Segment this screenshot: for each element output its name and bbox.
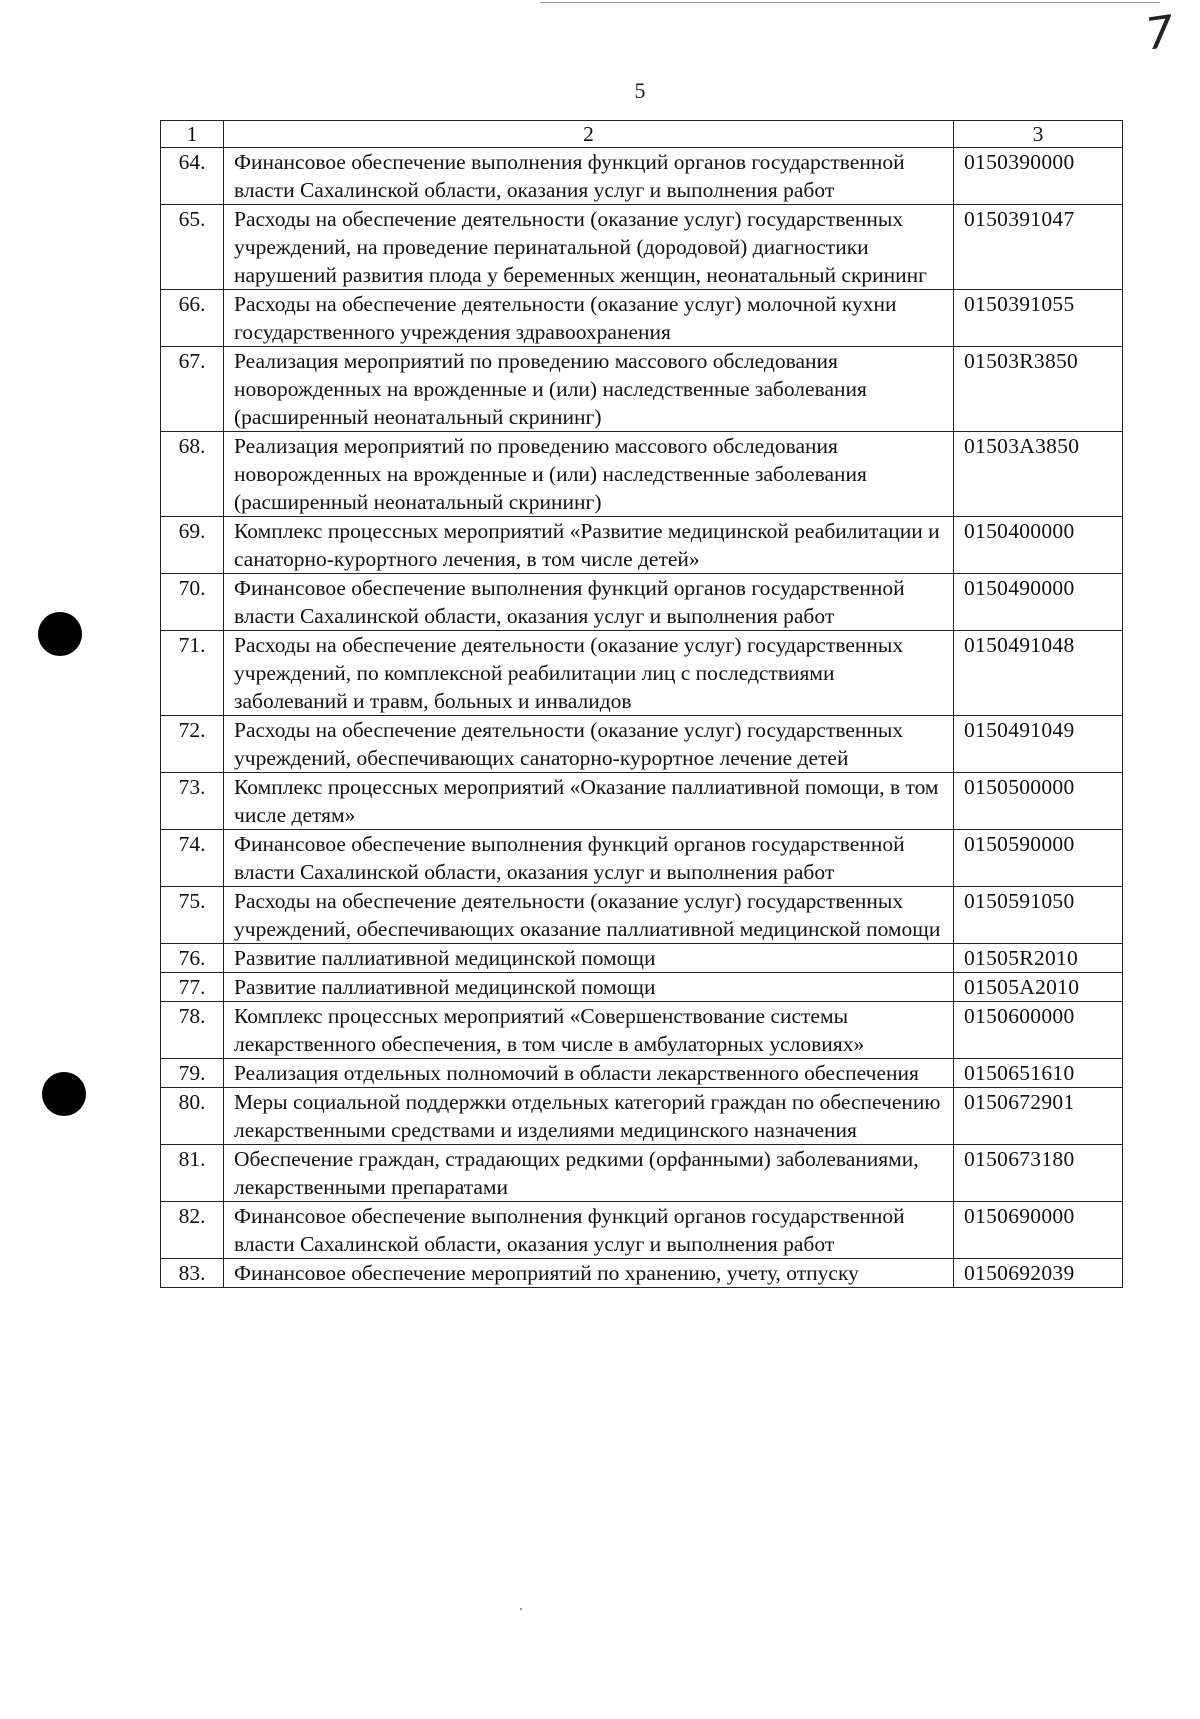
row-name-cell: Развитие паллиативной медицинской помощи	[224, 944, 954, 973]
table-row	[161, 574, 1123, 631]
table-header-row	[161, 121, 1123, 148]
row-code-cell: 0150390000	[954, 148, 1123, 205]
row-name-cell: Реализация отдельных полномочий в области лекарственного обеспечения	[224, 1059, 954, 1088]
row-number-cell: 73.	[161, 773, 224, 830]
row-name-cell: Финансовое обеспечение мероприятий по хранению, учету, отпуску	[224, 1259, 954, 1288]
row-code-cell: 0150692039	[954, 1259, 1123, 1288]
table-row	[161, 148, 1123, 205]
row-code-cell: 0150672901	[954, 1088, 1123, 1145]
row-code-cell: 0150690000	[954, 1202, 1123, 1259]
row-number-cell: 69.	[161, 517, 224, 574]
row-name-cell: Финансовое обеспечение выполнения функций органов государственной власти Сахалинской области, оказания услуг и выполнения работ	[224, 1202, 954, 1259]
row-name-cell: Комплекс процессных мероприятий «Совершенствование системы лекарственного обеспечения, в том числе в амбулаторных условиях»	[224, 1002, 954, 1059]
scan-speck	[520, 1608, 522, 1610]
table-row	[161, 517, 1123, 574]
row-number-cell: 71.	[161, 631, 224, 716]
row-name-cell: Расходы на обеспечение деятельности (оказание услуг) государственных учреждений, на проведение перинатальной (дородовой) диагностики нарушений развития плода у беременных женщин, неонатальный скрининг	[224, 205, 954, 290]
row-number-cell: 65.	[161, 205, 224, 290]
row-number-cell: 66.	[161, 290, 224, 347]
table-row	[161, 973, 1123, 1002]
row-number-cell: 72.	[161, 716, 224, 773]
row-code-cell: 01505A2010	[954, 973, 1123, 1002]
table-row	[161, 631, 1123, 716]
punch-hole-upper	[38, 612, 82, 656]
page-number: 5	[634, 78, 646, 103]
row-code-cell: 01503A3850	[954, 432, 1123, 517]
row-name-cell: Развитие паллиативной медицинской помощи	[224, 973, 954, 1002]
row-code-cell: 0150590000	[954, 830, 1123, 887]
row-code-cell: 0150491049	[954, 716, 1123, 773]
row-name-cell: Расходы на обеспечение деятельности (оказание услуг) государственных учреждений, по комплексной реабилитации лиц с последствиями заболеваний и травм, больных и инвалидов	[224, 631, 954, 716]
row-name-cell: Расходы на обеспечение деятельности (оказание услуг) государственных учреждений, обеспечивающих оказание паллиативной медицинской помощи	[224, 887, 954, 944]
row-code-cell: 0150500000	[954, 773, 1123, 830]
table-row	[161, 432, 1123, 517]
column-header-name: 2	[224, 121, 954, 148]
row-name-cell: Меры социальной поддержки отдельных категорий граждан по обеспечению лекарственными средствами и изделиями медицинского назначения	[224, 1088, 954, 1145]
row-number-cell: 67.	[161, 347, 224, 432]
table-row	[161, 290, 1123, 347]
row-name-cell: Финансовое обеспечение выполнения функций органов государственной власти Сахалинской области, оказания услуг и выполнения работ	[224, 574, 954, 631]
table-row	[161, 1002, 1123, 1059]
row-code-cell: 0150491048	[954, 631, 1123, 716]
row-name-cell: Финансовое обеспечение выполнения функций органов государственной власти Сахалинской области, оказания услуг и выполнения работ	[224, 830, 954, 887]
row-name-cell: Комплекс процессных мероприятий «Оказание паллиативной помощи, в том числе детям»	[224, 773, 954, 830]
row-name-cell: Расходы на обеспечение деятельности (оказание услуг) молочной кухни государственного учреждения здравоохранения	[224, 290, 954, 347]
row-name-cell: Реализация мероприятий по проведению массового обследования новорожденных на врожденные и (или) наследственные заболевания (расширенный неонатальный скрининг)	[224, 347, 954, 432]
row-number-cell: 70.	[161, 574, 224, 631]
row-code-cell: 0150400000	[954, 517, 1123, 574]
handwritten-page-mark: 7	[1142, 6, 1178, 61]
table-row	[161, 1088, 1123, 1145]
row-number-cell: 79.	[161, 1059, 224, 1088]
row-code-cell: 01503R3850	[954, 347, 1123, 432]
table-row	[161, 205, 1123, 290]
row-name-cell: Обеспечение граждан, страдающих редкими (орфанными) заболеваниями, лекарственными препаратами	[224, 1145, 954, 1202]
punch-hole-lower	[42, 1072, 86, 1116]
row-number-cell: 77.	[161, 973, 224, 1002]
row-number-cell: 82.	[161, 1202, 224, 1259]
table-row	[161, 1202, 1123, 1259]
budget-codes-table	[160, 120, 1123, 1288]
scan-top-line	[540, 2, 1160, 3]
row-number-cell: 76.	[161, 944, 224, 973]
table-row	[161, 1145, 1123, 1202]
table-row	[161, 887, 1123, 944]
table-row	[161, 716, 1123, 773]
row-code-cell: 0150490000	[954, 574, 1123, 631]
row-code-cell: 0150391047	[954, 205, 1123, 290]
row-number-cell: 64.	[161, 148, 224, 205]
table-row	[161, 830, 1123, 887]
row-name-cell: Реализация мероприятий по проведению массового обследования новорожденных на врожденные и (или) наследственные заболевания (расширенный неонатальный скрининг)	[224, 432, 954, 517]
row-code-cell: 01505R2010	[954, 944, 1123, 973]
row-code-cell: 0150600000	[954, 1002, 1123, 1059]
row-number-cell: 74.	[161, 830, 224, 887]
row-number-cell: 75.	[161, 887, 224, 944]
row-number-cell: 80.	[161, 1088, 224, 1145]
row-number-cell: 68.	[161, 432, 224, 517]
row-code-cell: 0150391055	[954, 290, 1123, 347]
column-header-code: 3	[954, 121, 1123, 148]
row-number-cell: 83.	[161, 1259, 224, 1288]
table-row	[161, 773, 1123, 830]
table-row	[161, 1059, 1123, 1088]
table-row	[161, 944, 1123, 973]
row-number-cell: 78.	[161, 1002, 224, 1059]
row-name-cell: Финансовое обеспечение выполнения функций органов государственной власти Сахалинской области, оказания услуг и выполнения работ	[224, 148, 954, 205]
row-code-cell: 0150591050	[954, 887, 1123, 944]
row-code-cell: 0150651610	[954, 1059, 1123, 1088]
row-name-cell: Комплекс процессных мероприятий «Развитие медицинской реабилитации и санаторно-курортного лечения, в том числе детей»	[224, 517, 954, 574]
table-row	[161, 347, 1123, 432]
table-row	[161, 1259, 1123, 1288]
row-code-cell: 0150673180	[954, 1145, 1123, 1202]
row-number-cell: 81.	[161, 1145, 224, 1202]
column-header-number: 1	[161, 121, 224, 148]
row-name-cell: Расходы на обеспечение деятельности (оказание услуг) государственных учреждений, обеспечивающих санаторно-курортное лечение детей	[224, 716, 954, 773]
